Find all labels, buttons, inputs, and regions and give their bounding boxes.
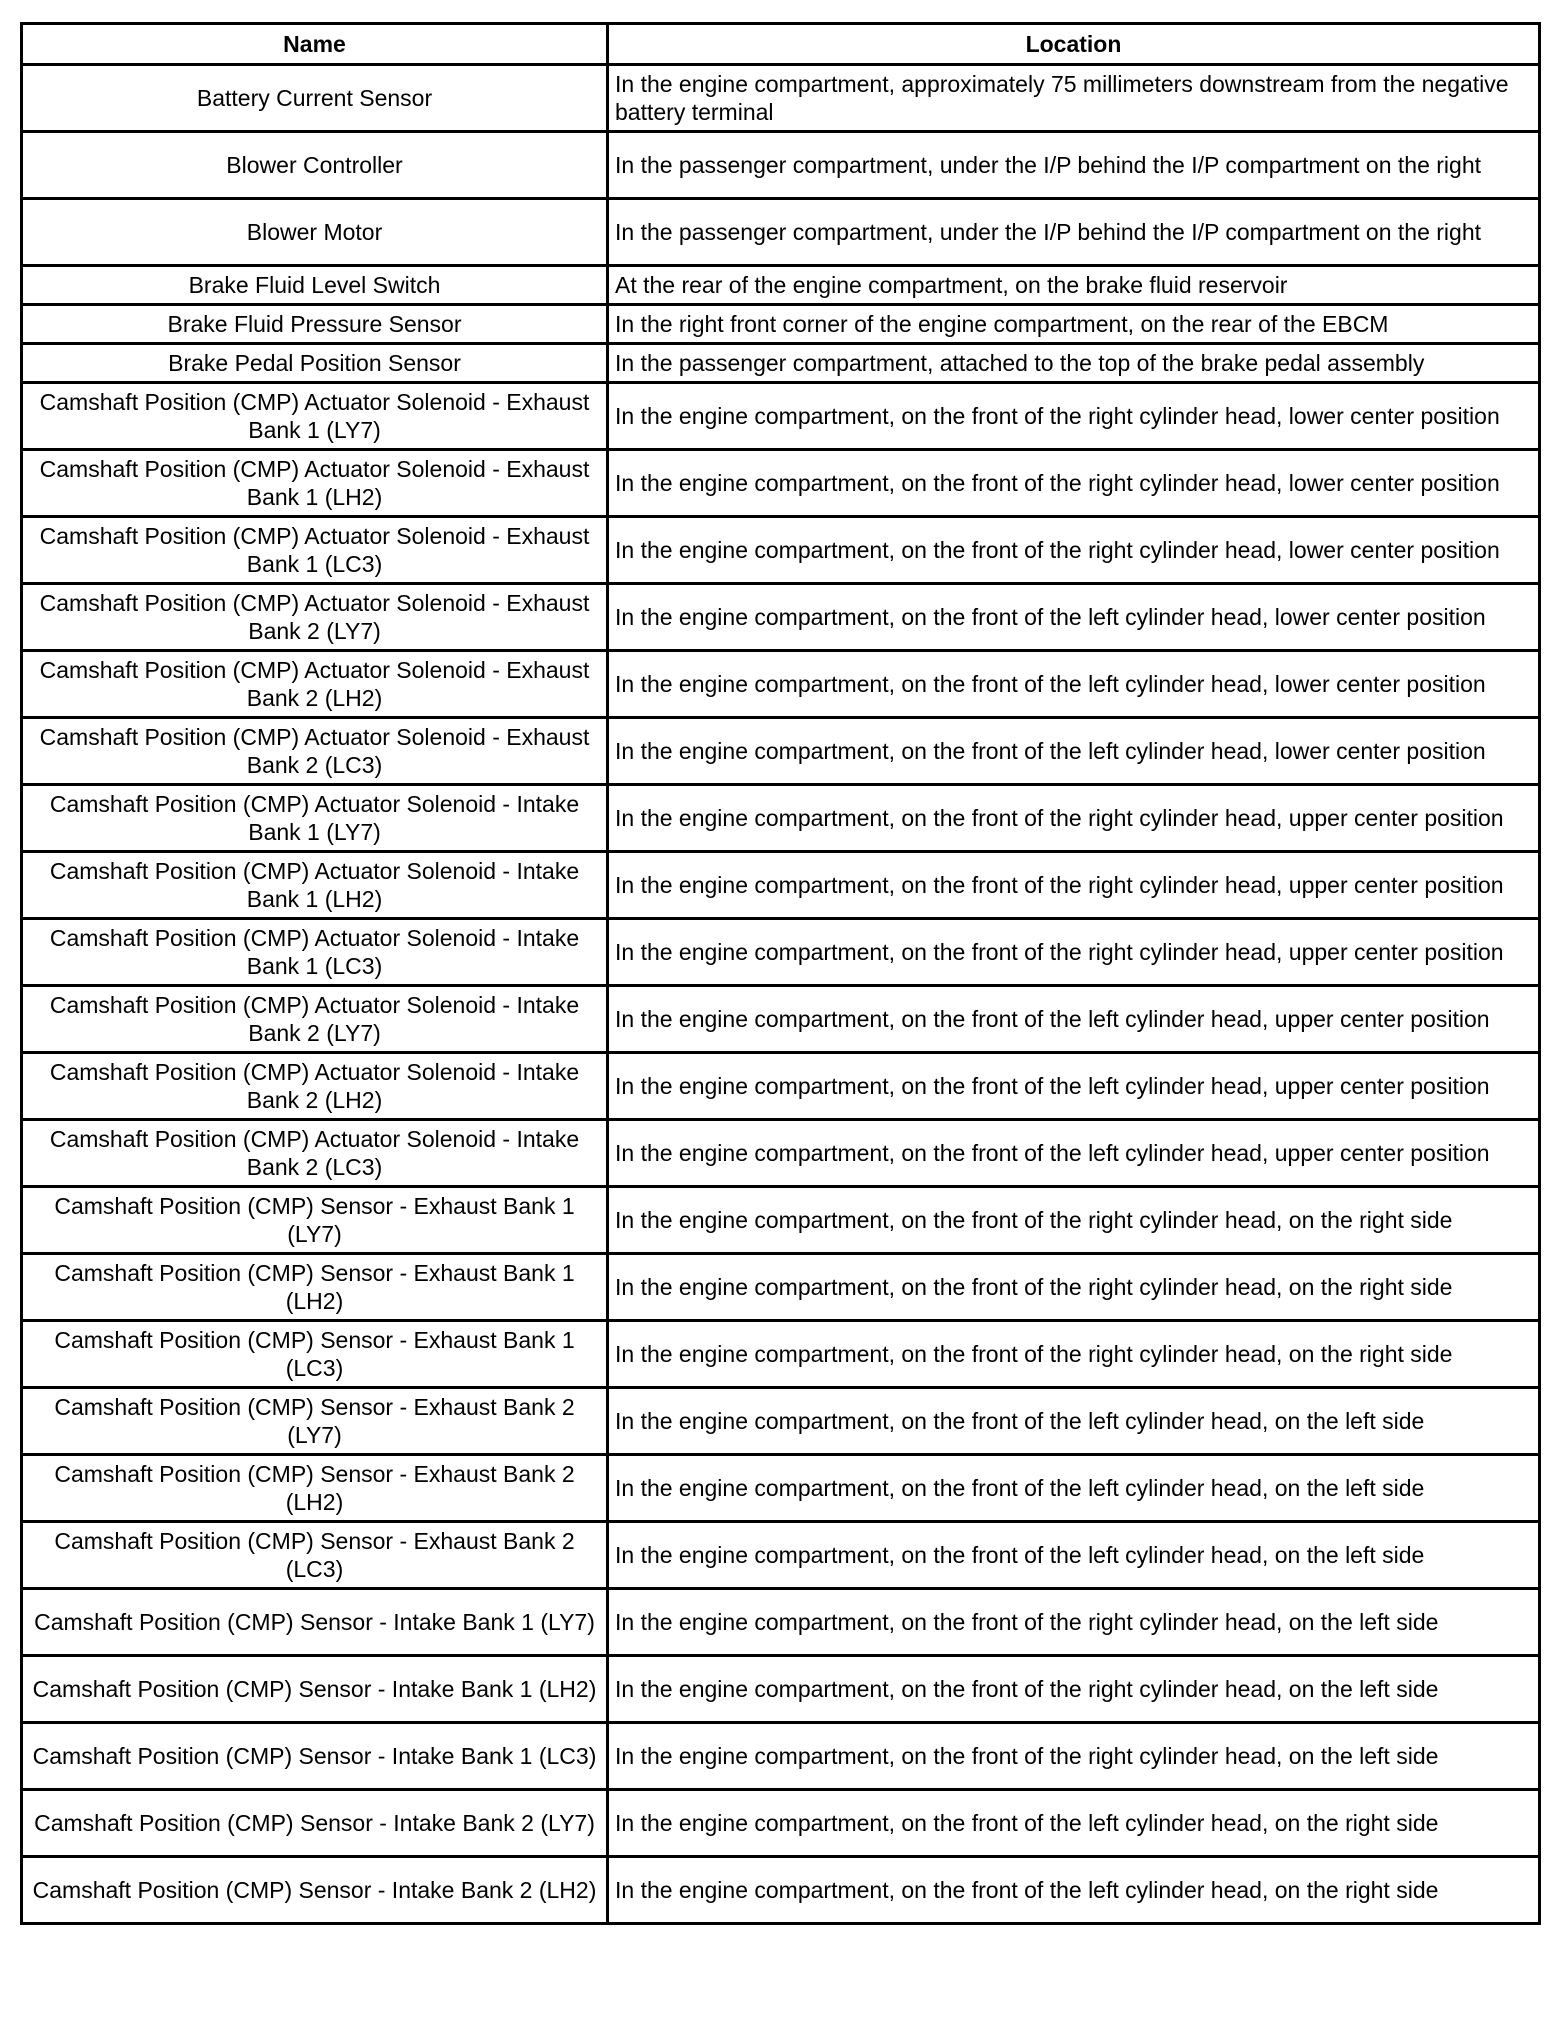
component-location-cell: In the engine compartment, on the front of the right cylinder head, lower center position: [608, 383, 1540, 450]
component-name-cell: Brake Pedal Position Sensor: [22, 344, 608, 383]
component-name-cell: Blower Controller: [22, 132, 608, 199]
component-location-cell: In the engine compartment, on the front of the right cylinder head, lower center position: [608, 450, 1540, 517]
table-row: [22, 1120, 1540, 1187]
component-location-cell: In the engine compartment, on the front of the left cylinder head, on the right side: [608, 1857, 1540, 1924]
component-location-cell: In the passenger compartment, attached to the top of the brake pedal assembly: [608, 344, 1540, 383]
component-location-cell: In the passenger compartment, under the I/P behind the I/P compartment on the right: [608, 199, 1540, 266]
table-row: [22, 132, 1540, 199]
table-row: [22, 1254, 1540, 1321]
component-location-cell: In the engine compartment, on the front of the left cylinder head, on the right side: [608, 1790, 1540, 1857]
table-row: [22, 919, 1540, 986]
component-location-cell: In the right front corner of the engine compartment, on the rear of the EBCM: [608, 305, 1540, 344]
component-name-cell: Camshaft Position (CMP) Sensor - Intake Bank 1 (LC3): [22, 1723, 608, 1790]
table-row: [22, 344, 1540, 383]
component-location-cell: In the engine compartment, on the front of the left cylinder head, lower center position: [608, 651, 1540, 718]
component-location-cell: In the engine compartment, on the front of the left cylinder head, upper center position: [608, 1120, 1540, 1187]
component-location-cell: In the passenger compartment, under the I/P behind the I/P compartment on the right: [608, 132, 1540, 199]
table-row: [22, 450, 1540, 517]
component-location-cell: At the rear of the engine compartment, on the brake fluid reservoir: [608, 266, 1540, 305]
component-location-cell: In the engine compartment, on the front of the right cylinder head, on the left side: [608, 1589, 1540, 1656]
table-header-row: [22, 24, 1540, 65]
component-name-cell: Camshaft Position (CMP) Actuator Solenoid - Exhaust Bank 2 (LH2): [22, 651, 608, 718]
component-location-cell: In the engine compartment, on the front of the left cylinder head, on the left side: [608, 1455, 1540, 1522]
component-location-cell: In the engine compartment, approximately 75 millimeters downstream from the negative battery terminal: [608, 65, 1540, 132]
component-name-cell: Camshaft Position (CMP) Sensor - Intake Bank 1 (LH2): [22, 1656, 608, 1723]
component-location-cell: In the engine compartment, on the front of the right cylinder head, lower center position: [608, 517, 1540, 584]
component-location-cell: In the engine compartment, on the front of the left cylinder head, on the left side: [608, 1522, 1540, 1589]
table-row: [22, 199, 1540, 266]
component-location-cell: In the engine compartment, on the front of the left cylinder head, lower center position: [608, 718, 1540, 785]
table-row: [22, 65, 1540, 132]
table-row: [22, 1455, 1540, 1522]
component-location-cell: In the engine compartment, on the front of the left cylinder head, upper center position: [608, 1053, 1540, 1120]
component-name-cell: Camshaft Position (CMP) Sensor - Exhaust Bank 1 (LC3): [22, 1321, 608, 1388]
table-row: [22, 266, 1540, 305]
table-row: [22, 1723, 1540, 1790]
component-name-cell: Camshaft Position (CMP) Sensor - Exhaust Bank 2 (LC3): [22, 1522, 608, 1589]
table-row: [22, 1321, 1540, 1388]
component-name-cell: Camshaft Position (CMP) Actuator Solenoid - Exhaust Bank 1 (LY7): [22, 383, 608, 450]
component-location-cell: In the engine compartment, on the front of the right cylinder head, upper center position: [608, 785, 1540, 852]
table-row: [22, 1388, 1540, 1455]
component-name-cell: Camshaft Position (CMP) Actuator Solenoid - Exhaust Bank 1 (LH2): [22, 450, 608, 517]
component-name-cell: Blower Motor: [22, 199, 608, 266]
component-name-cell: Camshaft Position (CMP) Sensor - Exhaust Bank 2 (LY7): [22, 1388, 608, 1455]
table-row: [22, 383, 1540, 450]
component-name-cell: Camshaft Position (CMP) Sensor - Exhaust Bank 1 (LH2): [22, 1254, 608, 1321]
table-row: [22, 1589, 1540, 1656]
table-row: [22, 517, 1540, 584]
table-row: [22, 1053, 1540, 1120]
component-name-cell: Camshaft Position (CMP) Actuator Solenoid - Intake Bank 1 (LC3): [22, 919, 608, 986]
component-locator-table: [20, 22, 1541, 1925]
table-row: [22, 305, 1540, 344]
component-location-cell: In the engine compartment, on the front of the right cylinder head, on the left side: [608, 1723, 1540, 1790]
table-row: [22, 852, 1540, 919]
component-name-cell: Camshaft Position (CMP) Actuator Solenoid - Intake Bank 2 (LC3): [22, 1120, 608, 1187]
component-name-cell: Camshaft Position (CMP) Sensor - Intake Bank 2 (LH2): [22, 1857, 608, 1924]
component-location-cell: In the engine compartment, on the front of the left cylinder head, lower center position: [608, 584, 1540, 651]
component-location-cell: In the engine compartment, on the front of the right cylinder head, upper center position: [608, 919, 1540, 986]
table-row: [22, 1857, 1540, 1924]
component-location-cell: In the engine compartment, on the front of the left cylinder head, upper center position: [608, 986, 1540, 1053]
table-row: [22, 1187, 1540, 1254]
component-name-cell: Camshaft Position (CMP) Actuator Solenoid - Exhaust Bank 2 (LC3): [22, 718, 608, 785]
table-row: [22, 986, 1540, 1053]
component-name-cell: Camshaft Position (CMP) Actuator Solenoid - Intake Bank 1 (LY7): [22, 785, 608, 852]
component-name-cell: Camshaft Position (CMP) Sensor - Intake Bank 2 (LY7): [22, 1790, 608, 1857]
component-name-cell: Camshaft Position (CMP) Sensor - Exhaust Bank 2 (LH2): [22, 1455, 608, 1522]
component-location-cell: In the engine compartment, on the front of the right cylinder head, on the right side: [608, 1187, 1540, 1254]
table-row: [22, 718, 1540, 785]
component-name-cell: Camshaft Position (CMP) Actuator Solenoid - Intake Bank 2 (LY7): [22, 986, 608, 1053]
component-location-cell: In the engine compartment, on the front of the right cylinder head, on the right side: [608, 1254, 1540, 1321]
component-location-cell: In the engine compartment, on the front of the right cylinder head, upper center position: [608, 852, 1540, 919]
location-column-header: Location: [608, 24, 1540, 65]
table-row: [22, 1656, 1540, 1723]
table-row: [22, 651, 1540, 718]
table-row: [22, 1790, 1540, 1857]
component-name-cell: Brake Fluid Pressure Sensor: [22, 305, 608, 344]
component-name-cell: Camshaft Position (CMP) Sensor - Exhaust Bank 1 (LY7): [22, 1187, 608, 1254]
table-row: [22, 584, 1540, 651]
component-name-cell: Battery Current Sensor: [22, 65, 608, 132]
component-name-cell: Camshaft Position (CMP) Sensor - Intake Bank 1 (LY7): [22, 1589, 608, 1656]
component-name-cell: Camshaft Position (CMP) Actuator Solenoid - Exhaust Bank 2 (LY7): [22, 584, 608, 651]
name-column-header: Name: [22, 24, 608, 65]
table-row: [22, 785, 1540, 852]
component-name-cell: Camshaft Position (CMP) Actuator Solenoid - Exhaust Bank 1 (LC3): [22, 517, 608, 584]
component-name-cell: Camshaft Position (CMP) Actuator Solenoid - Intake Bank 2 (LH2): [22, 1053, 608, 1120]
component-name-cell: Camshaft Position (CMP) Actuator Solenoid - Intake Bank 1 (LH2): [22, 852, 608, 919]
component-name-cell: Brake Fluid Level Switch: [22, 266, 608, 305]
component-location-cell: In the engine compartment, on the front of the right cylinder head, on the right side: [608, 1321, 1540, 1388]
table-row: [22, 1522, 1540, 1589]
component-location-cell: In the engine compartment, on the front of the left cylinder head, on the left side: [608, 1388, 1540, 1455]
component-location-cell: In the engine compartment, on the front of the right cylinder head, on the left side: [608, 1656, 1540, 1723]
